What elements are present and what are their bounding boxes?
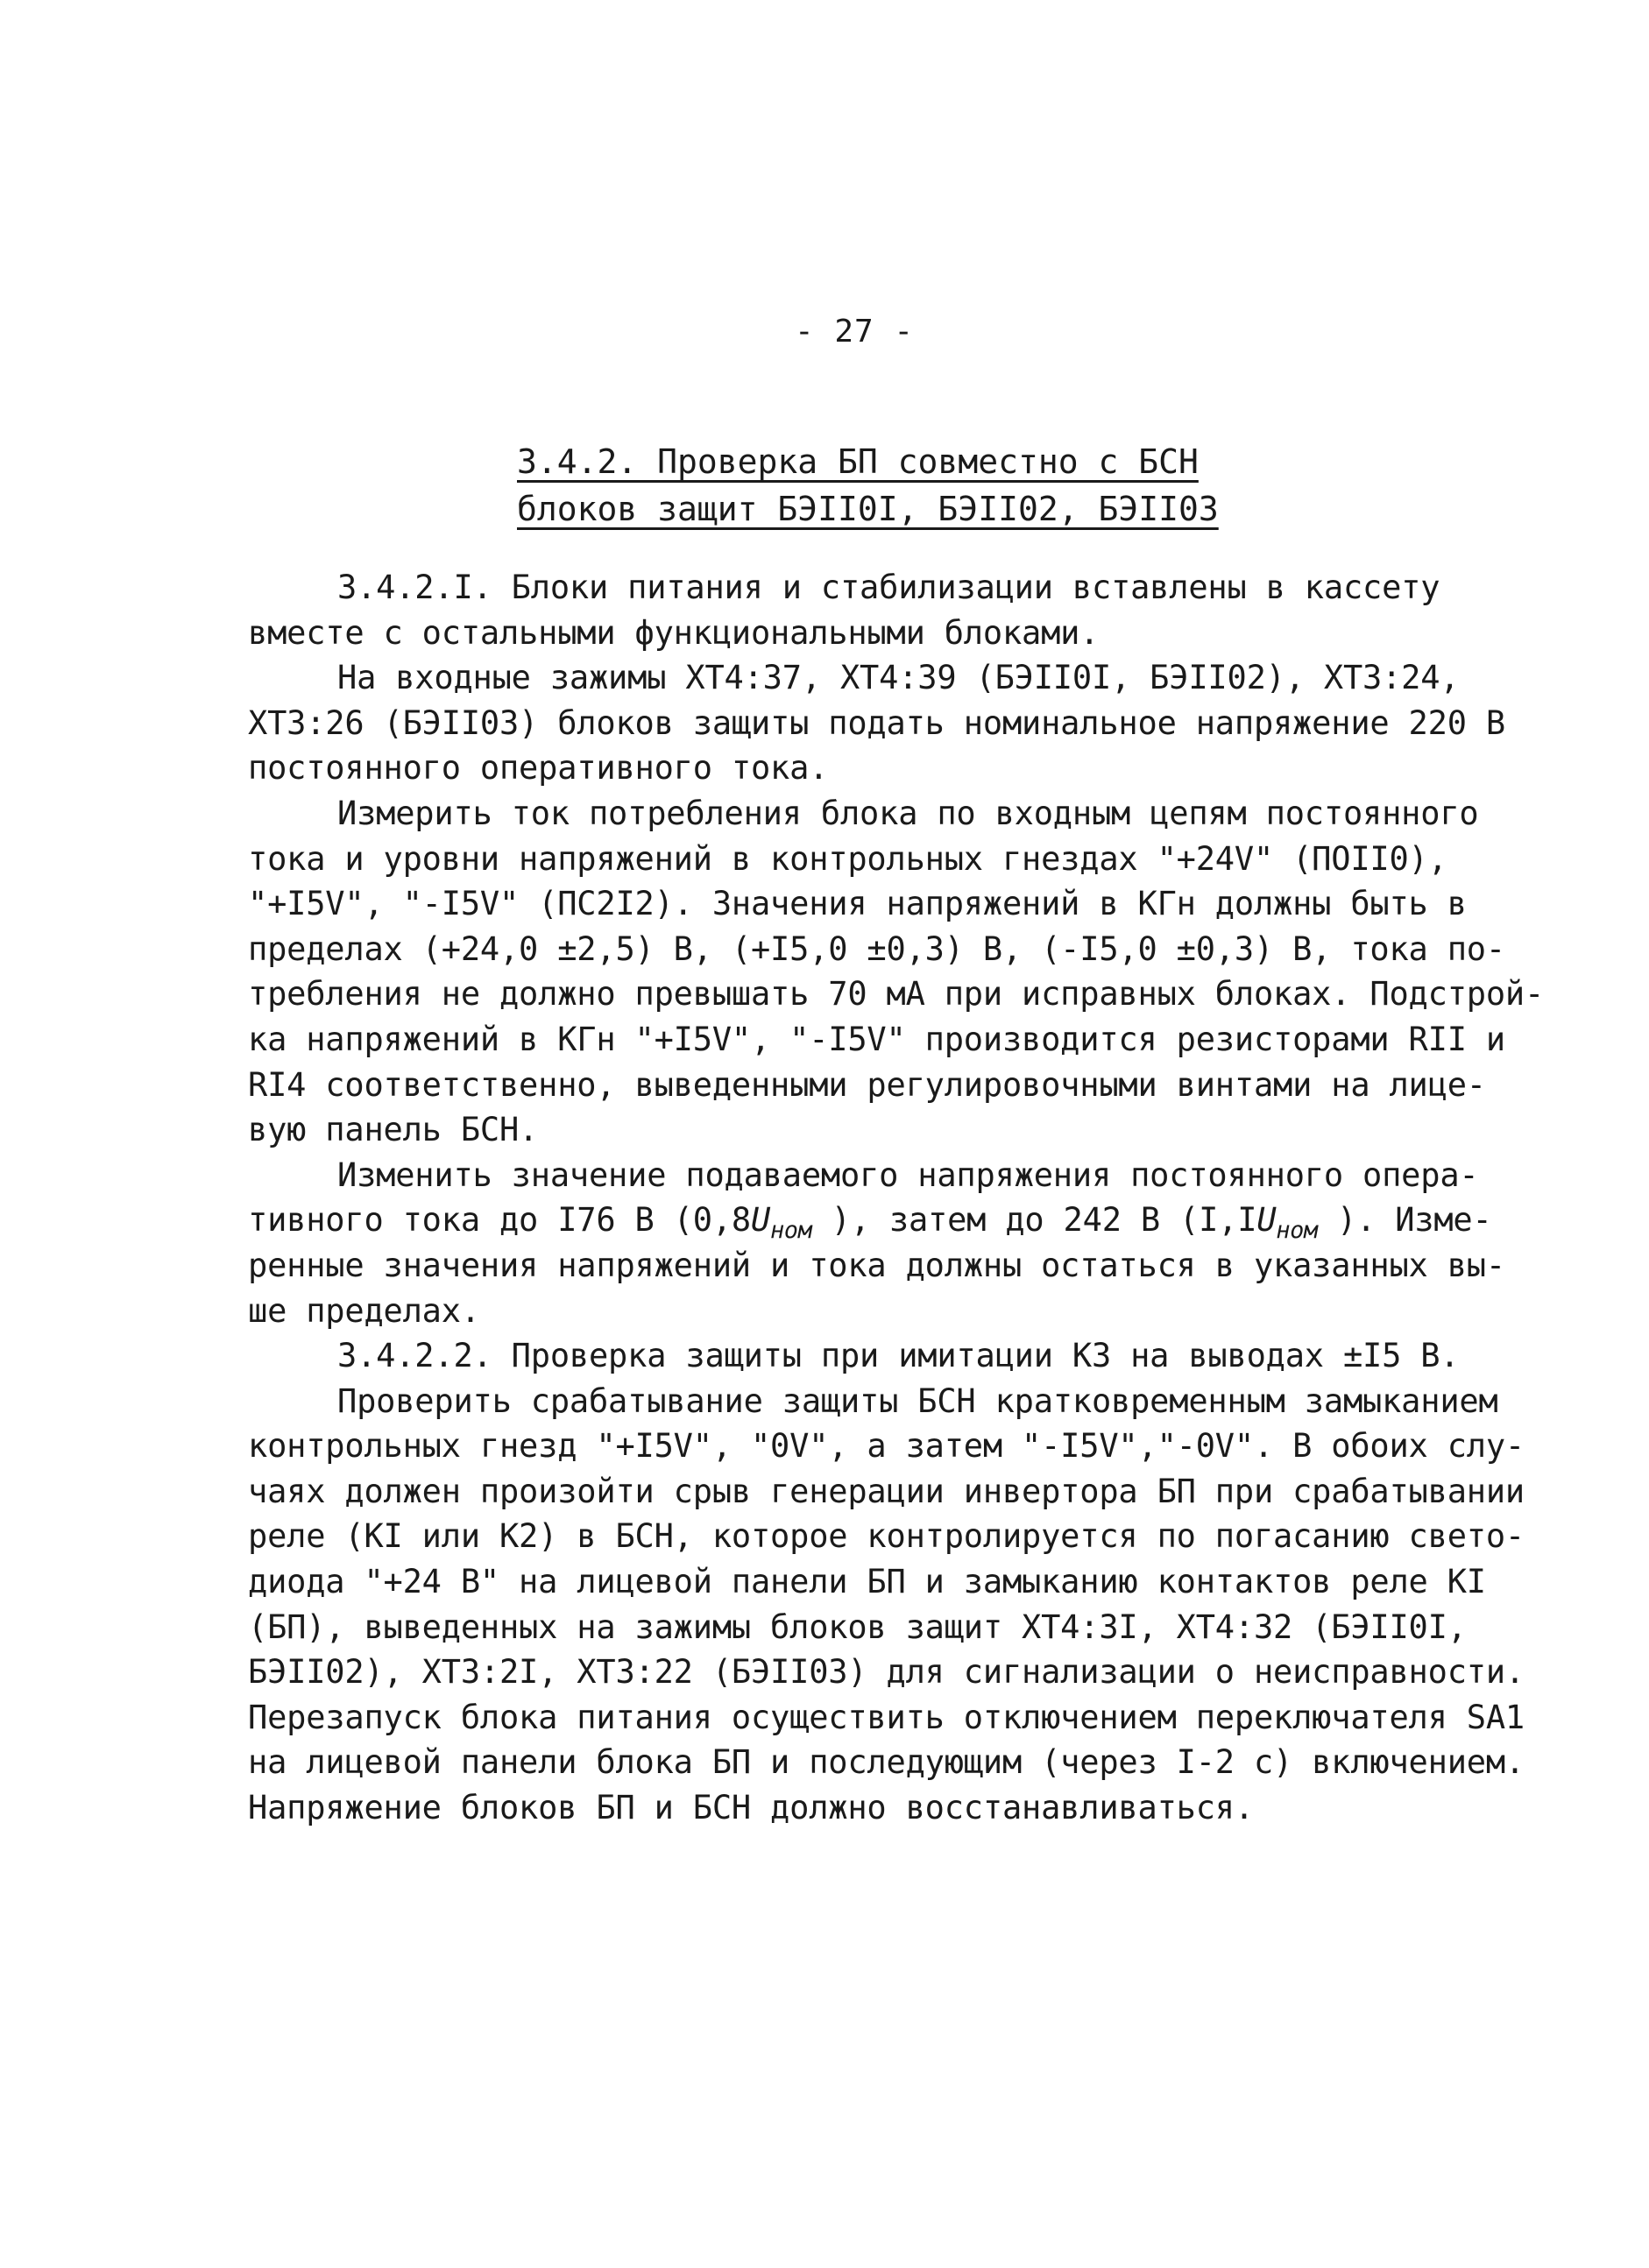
text-line: Перезапуск блока питания осуществить отключением переключателя SA1 [248, 1698, 1525, 1736]
text-fragment: тивного тока до I76 В (0,8 [248, 1201, 751, 1240]
text-line: ше пределах. [248, 1291, 480, 1330]
subscript-nom: ном [770, 1217, 812, 1245]
text-line: ренные значения напряжений и тока должны остаться в указанных вы- [248, 1246, 1505, 1284]
text-line: (БП), выведенных на зажимы блоков защит ХТ4:3I, ХТ4:32 (БЭII0I, [248, 1607, 1467, 1646]
section-title-line-1: 3.4.2. Проверка БП совместно с БСН [517, 442, 1199, 481]
paragraph-3-4-2-2-line: 3.4.2.2. Проверка защиты при имитации КЗ на выводах ±I5 В. [337, 1337, 1460, 1375]
text-line: RI4 соответственно, выведенными регулировочными винтами на лице- [248, 1065, 1486, 1104]
page-number: - 27 - [794, 314, 915, 350]
text-line: Напряжение блоков БП и БСН должно восстанавливаться. [248, 1789, 1254, 1827]
text-line: вую панель БСН. [248, 1111, 539, 1149]
section-title-line-2: блоков защит БЭII0I, БЭII02, БЭII03 [517, 490, 1219, 528]
paragraph-line: На входные зажимы ХТ4:37, ХТ4:39 (БЭII0I, БЭII02), ХТ3:24, [337, 659, 1460, 697]
text-line: ка напряжений в КГн "+I5V", "-I5V" производится резисторами RII и [248, 1020, 1505, 1058]
text-line: ХТ3:26 (БЭII03) блоков защиты подать номинальное напряжение 220 В [248, 703, 1505, 742]
text-line: пределах (+24,0 ±2,5) В, (+I5,0 ±0,3) В, (-I5,0 ±0,3) В, тока по- [248, 929, 1505, 968]
text-line: требления не должно превышать 70 мА при исправных блоках. Подстрой- [248, 975, 1545, 1014]
text-line: контрольных гнезд "+I5V", "0V", а затем "-I5V","-0V". В обоих слу- [248, 1427, 1525, 1466]
paragraph-line: Измерить ток потребления блока по входным цепям постоянного [337, 794, 1479, 832]
text-fragment: ), затем до 242 В (I,I [811, 1201, 1257, 1240]
text-line: БЭII02), ХТ3:2I, ХТ3:22 (БЭII03) для сигнализации о неисправности. [248, 1653, 1525, 1692]
text-line-with-formula [248, 1198, 1492, 1245]
paragraph-line: Изменить значение подаваемого напряжения постоянного опера- [337, 1155, 1479, 1194]
symbol-u: U [750, 1201, 771, 1240]
text-line: реле (КI или К2) в БСН, которое контролируется по погасанию свето- [248, 1517, 1525, 1556]
text-line: вместе с остальными функциональными блоками. [248, 613, 1100, 652]
text-line: на лицевой панели блока БП и последующим (через I-2 с) включением. [248, 1743, 1525, 1782]
symbol-u: U [1256, 1201, 1277, 1240]
paragraph-3-4-2-1-line: 3.4.2.I. Блоки питания и стабилизации вставлены в кассету [337, 569, 1440, 606]
text-line: постоянного оперативного тока. [248, 749, 829, 788]
text-line: тока и уровни напряжений в контрольных гнездах "+24V" (ПОII0), [248, 839, 1447, 878]
text-line: чаях должен произойти срыв генерации инвертора БП при срабатывании [248, 1472, 1525, 1510]
paragraph-line: Проверить срабатывание защиты БСН кратковременным замыканием [337, 1381, 1498, 1420]
subscript-nom: ном [1276, 1217, 1318, 1245]
section-title [517, 438, 1219, 533]
text-line: "+I5V", "-I5V" (ПС2I2). Значения напряжений в КГн должны быть в [248, 885, 1467, 923]
body-text [248, 565, 1545, 1831]
text-line: диода "+24 В" на лицевой панели БП и замыканию контактов реле КI [248, 1563, 1486, 1601]
text-fragment: ). Изме- [1317, 1201, 1492, 1240]
